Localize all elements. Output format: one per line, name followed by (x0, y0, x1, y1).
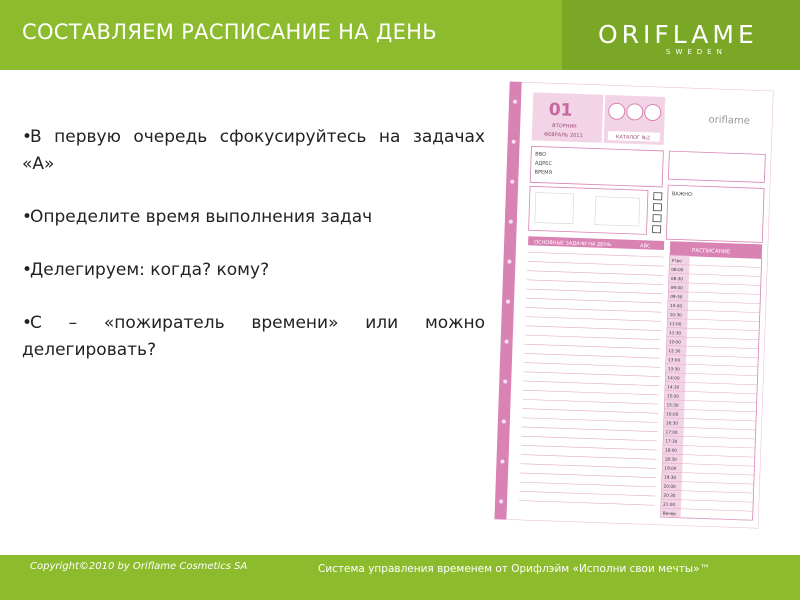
goal-circle-icon (626, 104, 643, 121)
abc-label: АВС (639, 243, 651, 250)
schedule-time-label: 10:30 (669, 311, 682, 318)
schedule-time-label: 16:30 (665, 420, 679, 426)
bullet-item (22, 257, 485, 284)
oriflame-logo: ORIFLAME (598, 20, 758, 49)
schedule-time-label: 16:00 (666, 411, 679, 417)
schedule-time-label: 14:30 (667, 384, 680, 390)
day-number: 01 (548, 99, 573, 121)
schedule-time-label: 19:30 (663, 474, 677, 480)
bullet-dot-icon: • (22, 260, 33, 280)
schedule-time-label: 08:30 (670, 275, 684, 282)
bullet-item (22, 124, 485, 178)
schedule-time-label: 11:30 (668, 330, 682, 336)
bullet-text: Определите время выполнения задач (30, 207, 373, 227)
goal-circle-icon (608, 103, 625, 120)
schedule-time-label: 19:00 (664, 465, 677, 471)
goal-circle-icon (644, 104, 661, 121)
tasks-header-label: ОСНОВНЫЕ ЗАДАЧИ НА ДЕНЬ (534, 239, 612, 249)
note-box (668, 151, 765, 182)
bullet-item (22, 310, 485, 364)
schedule-time-label: Утро (671, 257, 682, 264)
schedule-time-label: 08:00 (671, 266, 684, 273)
field-label: ВВО (535, 151, 547, 158)
oriflame-logo-sub: SWEDEN (666, 48, 727, 56)
schedule-time-label: 12:30 (668, 348, 681, 354)
schedule-header-label: РАСПИСАНИЕ (691, 247, 731, 256)
schedule-time-label: 14:00 (667, 375, 680, 381)
bullet-text: С – «пожиратель времени» или можно делегировать? (22, 313, 485, 360)
schedule-time-label: 13:00 (668, 357, 681, 363)
schedule-time-label: 15:30 (666, 402, 679, 408)
bullet-dot-icon: • (22, 313, 33, 333)
field-label: ВРЕМЯ (534, 169, 553, 177)
schedule-time-label: 10:00 (669, 302, 683, 309)
field-label: АДРЕС (534, 160, 552, 168)
footer-system-text: Система управления временем от Орифлэйм «Исполни свои мечты»™ (318, 563, 711, 575)
schedule-time-label: 21:00 (662, 501, 676, 508)
schedule-time-label: 17:30 (665, 438, 678, 444)
bullet-dot-icon: • (22, 127, 33, 147)
schedule-time-label: 15:00 (666, 393, 680, 399)
month-label: ФЕВРАЛЬ 2011 (543, 131, 583, 140)
schedule-time-label: 18:00 (664, 447, 678, 453)
schedule-time-label: Вечер (662, 510, 677, 517)
catalog-label: КАТАЛОГ №2 (615, 134, 651, 142)
schedule-time-label: 09:00 (670, 284, 683, 291)
schedule-time-label: 09:30 (670, 293, 683, 300)
bullet-text: Делегируем: когда? кому? (30, 260, 270, 280)
schedule-time-label: 17:00 (665, 429, 678, 435)
bullet-text: В первую очередь сфокусируйтесь на задачах «А» (22, 127, 485, 174)
bullet-item (22, 204, 485, 231)
planner-page-image (494, 82, 773, 529)
mini-calendar-box (529, 186, 648, 234)
bullet-list (22, 124, 485, 390)
schedule-time-label: 12:00 (668, 339, 681, 345)
schedule-time-label: 18:30 (664, 456, 677, 462)
schedule-time-label: 11:00 (669, 321, 682, 327)
schedule-time-label: 20:30 (663, 492, 676, 498)
schedule-time-label: 20:00 (663, 483, 676, 489)
page-title: СОСТАВЛЯЕМ РАСПИСАНИЕ НА ДЕНЬ (22, 20, 437, 44)
weekday-label: ВТОРНИК (552, 123, 577, 130)
important-label: ВАЖНО: (671, 191, 694, 199)
bullet-dot-icon: • (22, 207, 33, 227)
footer-copyright: Copyright©2010 by Oriflame Cosmetics SA (30, 561, 248, 572)
schedule-time-label: 13:30 (667, 366, 680, 372)
planner-brand: oriflame (708, 114, 750, 127)
